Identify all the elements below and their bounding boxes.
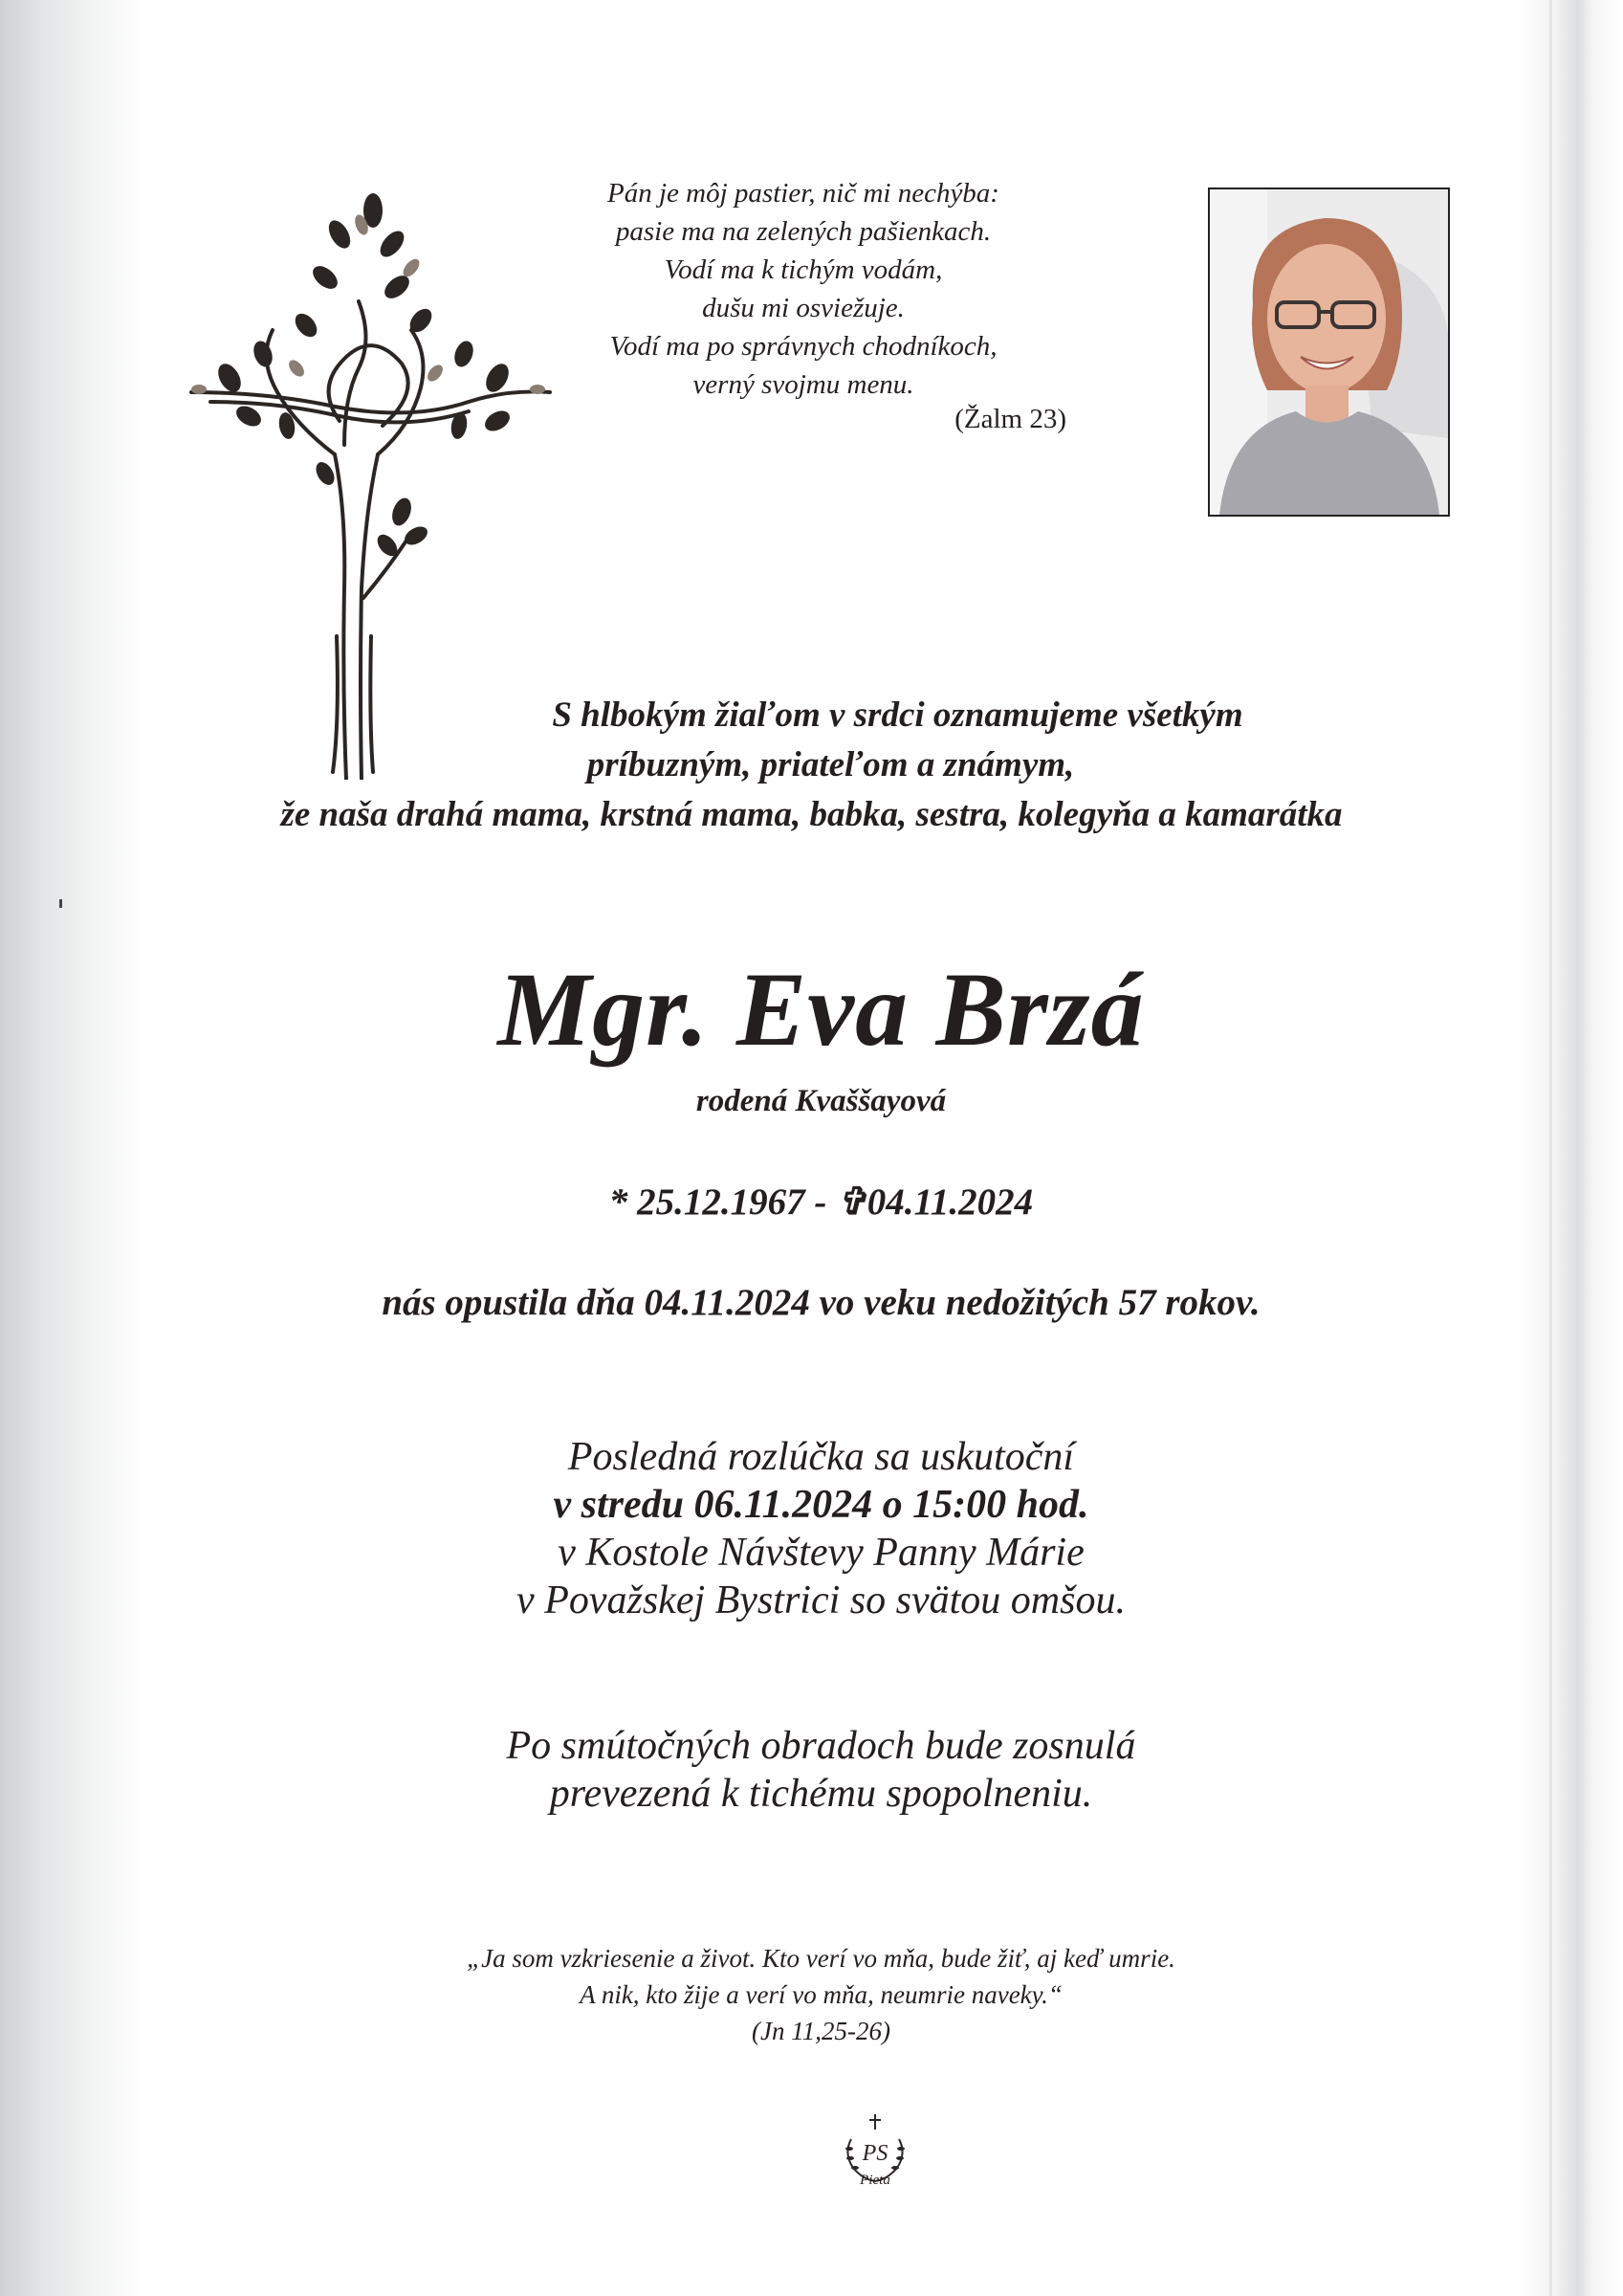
scan-shadow-left: [0, 0, 143, 2296]
maiden-name: rodená Kvaššayová: [695, 1084, 947, 1118]
death-date: 04.11.2024: [866, 1181, 1034, 1223]
announcement: [115, 691, 1508, 840]
passing-line: nás opustila dňa 04.11.2024 vo veku nedožitých 57 rokov.: [382, 1282, 1261, 1323]
cremation-line: Po smútočných obradoch bude zosnulá: [506, 1724, 1136, 1768]
quote-line: „Ja som vzkriesenie a život. Kto verí vo mňa, bude žiť, aj keď umrie.: [467, 1944, 1175, 1973]
funeral-line: v Kostole Návštevy Panny Márie: [558, 1531, 1085, 1575]
quote-reference: (Jn 11,25-26): [752, 2017, 890, 2045]
scan-edge-right: [1517, 0, 1623, 2296]
pieta-logo-icon: [832, 2101, 918, 2206]
birth-date: * 25.12.1967 -: [608, 1181, 827, 1223]
funeral-line: Posledná rozlúčka sa uskutoční: [567, 1435, 1075, 1479]
psalm-reference: (Žalm 23): [954, 404, 1066, 434]
cremation-line: prevezená k tichému spopolneniu.: [549, 1772, 1093, 1816]
funeral-line: v Považskej Bystrici so svätou omšou.: [516, 1578, 1126, 1623]
psalm-line: verný svojmu menu.: [692, 369, 914, 400]
life-dates: [134, 1177, 1508, 1228]
portrait-photo: [1208, 188, 1450, 517]
logo-monogram: PS: [862, 2141, 888, 2166]
funeral-datetime: v stredu 06.11.2024 o 15:00 hod.: [553, 1483, 1089, 1527]
logo-text: Pieta: [860, 2173, 890, 2188]
psalm-line: pasie ma na zelených pašienkach.: [615, 216, 992, 247]
psalm-line: Vodí ma po správnych chodníkoch,: [609, 331, 998, 362]
scan-speck: [59, 899, 62, 908]
announcement-line: S hlbokým žiaľom v srdci oznamujeme všetkým: [552, 695, 1243, 735]
bible-quote: [134, 1940, 1508, 2049]
psalm-line: dušu mi osviežuje.: [702, 293, 905, 323]
psalm-text: [536, 174, 1071, 404]
funeral-info: [134, 1433, 1508, 1624]
psalm-line: Pán je môj pastier, nič mi nechýba:: [607, 178, 999, 209]
psalm-line: Vodí ma k tichým vodám,: [664, 254, 943, 285]
quote-line: A nik, kto žije a verí vo mňa, neumrie naveky.“: [580, 1980, 1063, 2009]
deceased-name: Mgr. Eva Brzá: [497, 951, 1145, 1068]
announcement-line: že naša drahá mama, krstná mama, babka, sestra, kolegyňa a kamarátka: [280, 795, 1343, 834]
announcement-line: príbuzným, priateľom a známym,: [586, 745, 1075, 784]
cross-symbol-icon: ✞: [836, 1181, 867, 1223]
cremation-info: [134, 1722, 1508, 1818]
